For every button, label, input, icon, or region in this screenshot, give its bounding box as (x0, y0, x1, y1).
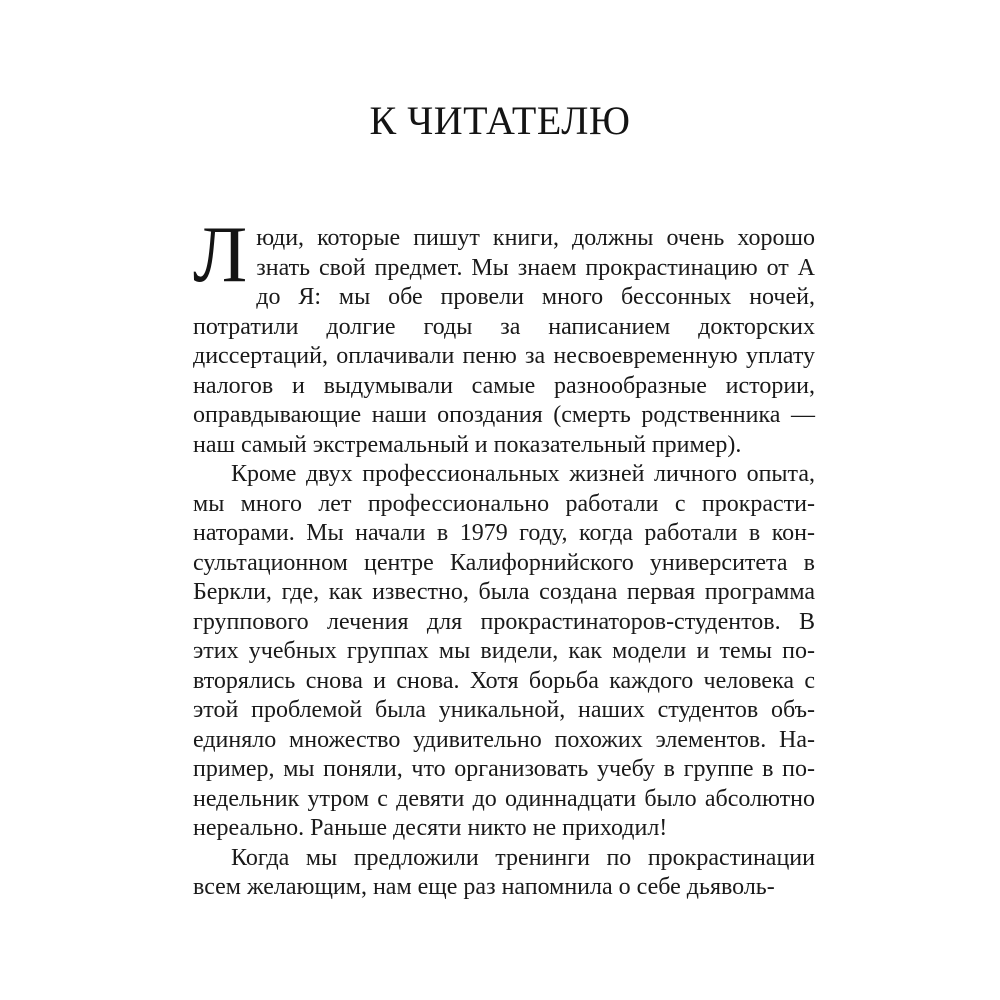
text-block (193, 211, 815, 903)
paragraph-text: юди, которые пишут книги, должны очень хорошо знать свой предмет. Мы знаем прокрастинацию от А до Я: мы обе провели много бессонных ночей, потратили долгие годы за написанием докторских диссертаций, оплачивали пеню за несвоевременную уплату налогов и выдумывали самые разнообразные истории, оправдывающие наши опоздания (смерть родственника — наш самый экстремальный и показательный пример). (193, 225, 815, 458)
paragraph (193, 211, 815, 460)
chapter-title: К ЧИТАТЕЛЮ (369, 98, 631, 143)
drop-cap: Л (193, 211, 248, 299)
paragraph: Когда мы предложили тренинги по прокрастинации всем желающим, нам еще раз напомнила о себе дьяволь- (193, 844, 815, 900)
paragraph: Кроме двух профессиональных жизней личного опыта, мы много лет профессионально работали с прокрастинаторами. Мы начали в 1979 году, когда работали в консультационном центре Калифорнийского университета в Беркли, где, как известно, была создана первая программа группового лечения для прокрастинаторов-студентов. В этих учебных группах мы видели, как модели и темы повторялись снова и снова. Хотя борьба каждого человека с этой проблемой была уникальной, наших студентов объединяло множество удивительно похожих элементов. Например, мы поняли, что организовать учебу в группе в понедельник утром с девяти до одиннадцати было абсолютно нереально. Раньше десяти никто не приходил! (193, 461, 815, 841)
